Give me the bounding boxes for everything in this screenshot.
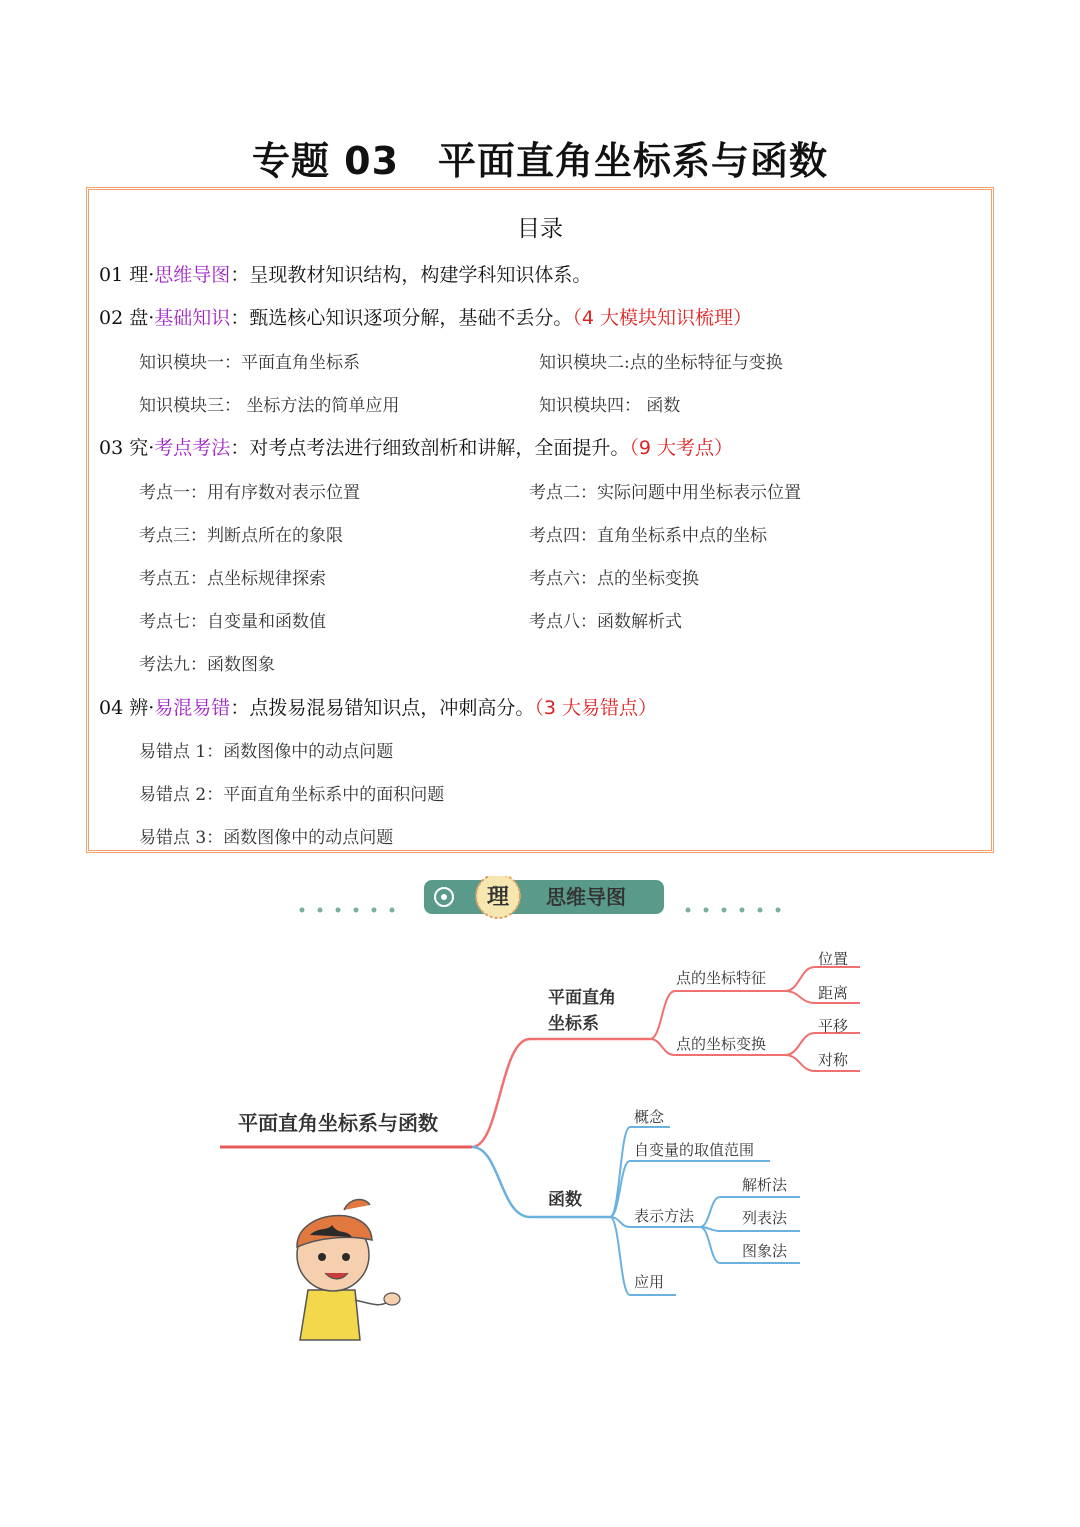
section-sep: ·	[148, 437, 155, 459]
fn-child: 概念	[634, 1108, 665, 1126]
section-note: （9 大考点）	[629, 437, 733, 459]
toc-section-04	[99, 693, 657, 720]
section-desc: ：对考点考法进行细致剖析和讲解，全面提升。	[230, 437, 630, 459]
section-num: 03	[99, 437, 124, 459]
section-num: 04	[99, 697, 124, 719]
section-sep: ·	[148, 697, 155, 719]
toc-heading: 目录	[517, 216, 563, 242]
sub-link-1	[650, 991, 785, 1039]
leaf-label: 对称	[818, 1051, 849, 1069]
module-3: 知识模块三： 坐标方法的简单应用	[139, 396, 400, 416]
toc-section-03	[99, 433, 733, 460]
module-2: 知识模块二:点的坐标特征与变换	[539, 353, 783, 373]
branch1-label-1: 平面直角	[548, 988, 616, 1008]
badge-label: 理	[486, 885, 510, 910]
section-desc: ：甄选核心知识逐项分解，基础不丢分。	[230, 307, 573, 329]
leaf-label: 平移	[818, 1017, 849, 1035]
section-num: 01	[99, 264, 124, 286]
branch1-label-2: 坐标系	[548, 1014, 599, 1034]
section-note: （4 大模块知识梳理）	[572, 307, 752, 329]
fn-child: 表示方法	[634, 1207, 695, 1225]
section-name: 易混易错	[154, 697, 231, 719]
sub-label-1: 点的坐标特征	[676, 969, 767, 987]
fn-child: 自变量的取值范围	[634, 1141, 755, 1159]
section-verb: 盘	[129, 307, 149, 329]
module-1: 知识模块一：平面直角坐标系	[139, 353, 360, 373]
section-verb: 究	[129, 437, 149, 459]
section-verb: 辨	[129, 697, 149, 719]
banner-pill	[424, 880, 664, 914]
mindmap	[200, 935, 900, 1355]
method-label: 图象法	[742, 1242, 788, 1260]
page-title: 专题 03 平面直角坐标系与函数	[251, 139, 829, 183]
kaodian-7: 考点七：自变量和函数值	[139, 612, 326, 632]
kaodian-4: 考点四：直角坐标系中点的坐标	[529, 526, 767, 546]
section-note: （3 大易错点）	[534, 697, 657, 719]
yicuo-2: 易错点 2：平面直角坐标系中的面积问题	[139, 785, 445, 805]
kaodian-9: 考法九：函数图象	[139, 655, 275, 675]
module-4: 知识模块四： 函数	[539, 396, 681, 416]
cartoon-boy-illustration	[297, 1200, 400, 1340]
kaodian-3: 考点三：判断点所在的象限	[139, 526, 343, 546]
mindmap-banner	[296, 876, 796, 922]
branch2-link	[472, 1147, 610, 1217]
section-desc: ：点拨易混易错知识点，冲刺高分。	[230, 697, 535, 719]
section-name: 基础知识	[154, 307, 231, 329]
branch2-label: 函数	[548, 1190, 582, 1210]
kaodian-6: 考点六：点的坐标变换	[529, 569, 699, 589]
section-name: 思维导图	[154, 264, 231, 286]
section-sep: ·	[148, 264, 155, 286]
fn-child: 应用	[634, 1273, 665, 1291]
section-sep: ·	[148, 307, 155, 329]
kaodian-5: 考点五：点坐标规律探索	[139, 569, 326, 589]
section-num: 02	[99, 307, 124, 329]
mindmap-root: 平面直角坐标系与函数	[238, 1111, 438, 1135]
section-name: 考点考法	[154, 437, 231, 459]
yicuo-1: 易错点 1：函数图像中的动点问题	[139, 742, 394, 762]
banner-label: 思维导图	[546, 885, 626, 909]
method-label: 解析法	[742, 1176, 788, 1194]
branch1-link	[472, 1039, 650, 1147]
toc-section-01	[99, 260, 591, 287]
yicuo-3: 易错点 3：函数图像中的动点问题	[139, 828, 394, 848]
kaodian-1: 考点一：用有序数对表示位置	[139, 483, 360, 503]
section-verb: 理	[129, 264, 149, 286]
section-desc: ：呈现教材知识结构，构建学科知识体系。	[230, 264, 592, 286]
method-label: 列表法	[742, 1209, 788, 1227]
kaodian-8: 考点八：函数解析式	[529, 612, 682, 632]
kaodian-2: 考点二：实际问题中用坐标表示位置	[529, 483, 801, 503]
dots-right	[686, 908, 781, 913]
method-link-2	[700, 1227, 800, 1231]
table-of-contents	[86, 187, 994, 853]
leaf-label: 距离	[818, 984, 849, 1002]
dots-left	[300, 908, 395, 913]
leaf-label: 位置	[818, 950, 849, 968]
sub-label-2: 点的坐标变换	[676, 1035, 767, 1053]
toc-section-02	[99, 303, 752, 330]
